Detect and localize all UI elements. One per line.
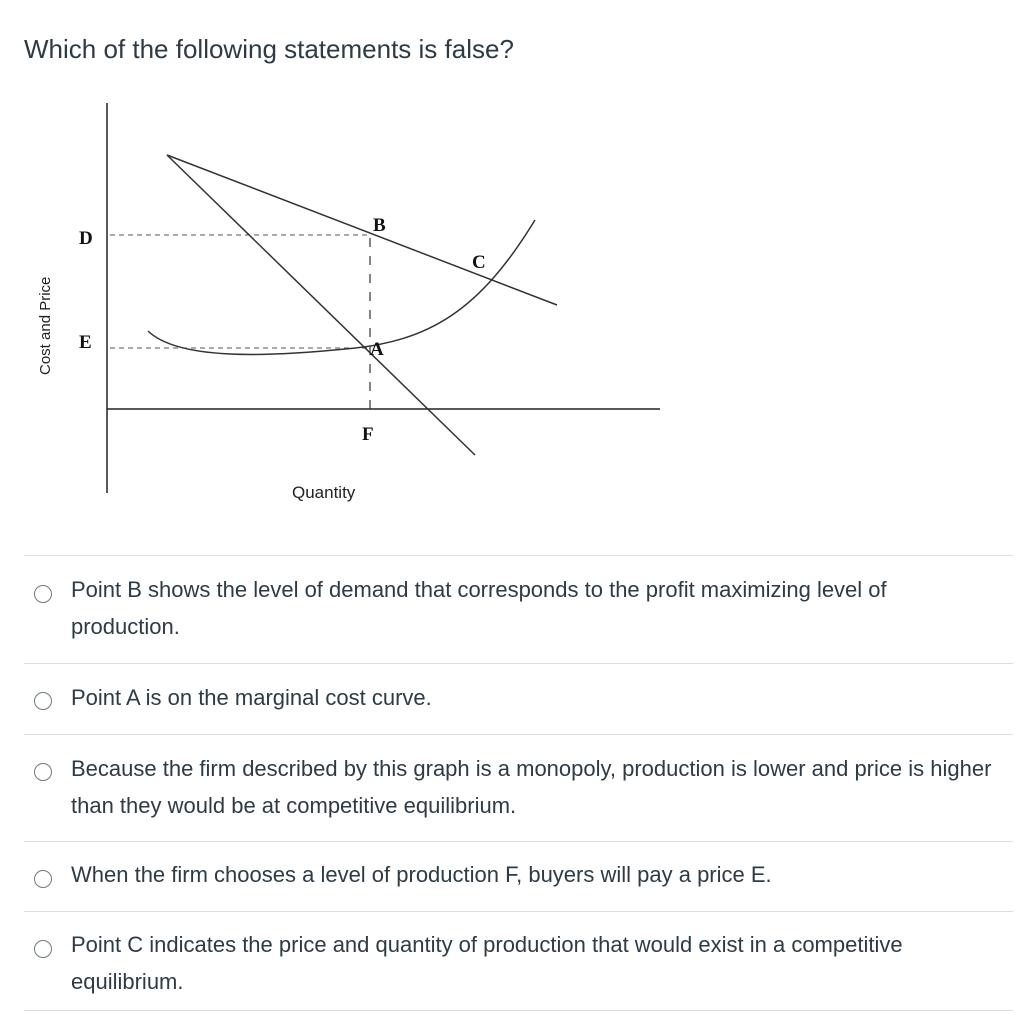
radio-button-icon[interactable] (34, 940, 52, 958)
answer-option-3[interactable] (24, 734, 1013, 841)
radio-button-icon[interactable] (34, 692, 52, 710)
marginal-revenue-curve (167, 155, 475, 455)
label-d: D (79, 228, 93, 249)
answer-text: When the firm chooses a level of production F, buyers will pay a price E. (71, 862, 772, 887)
label-e: E (79, 332, 92, 353)
label-a: A (370, 339, 384, 360)
answer-option-1[interactable] (24, 555, 1013, 663)
demand-curve (167, 155, 557, 305)
label-f: F (362, 424, 374, 445)
answer-list (24, 555, 1013, 1011)
answer-option-5[interactable] (24, 911, 1013, 1011)
label-b: B (373, 215, 386, 236)
y-axis-label: Cost and Price (37, 276, 54, 375)
radio-button-icon[interactable] (34, 870, 52, 888)
answer-text: Point A is on the marginal cost curve. (71, 685, 432, 710)
label-c: C (472, 252, 486, 273)
radio-button-icon[interactable] (34, 585, 52, 603)
answer-option-2[interactable] (24, 663, 1013, 734)
radio-button-icon[interactable] (34, 763, 52, 781)
answer-text: Because the firm described by this graph is a monopoly, production is lower and price is higher than they would be at competitive equilibrium. (71, 756, 992, 818)
x-axis-label: Quantity (292, 483, 356, 502)
marginal-cost-curve (148, 220, 535, 354)
answer-option-4[interactable] (24, 841, 1013, 911)
question-prompt: Which of the following statements is false? (24, 34, 514, 64)
answer-text: Point B shows the level of demand that corresponds to the profit maximizing level of production. (71, 577, 887, 639)
answer-text: Point C indicates the price and quantity of production that would exist in a competitive equilibrium. (71, 932, 903, 994)
